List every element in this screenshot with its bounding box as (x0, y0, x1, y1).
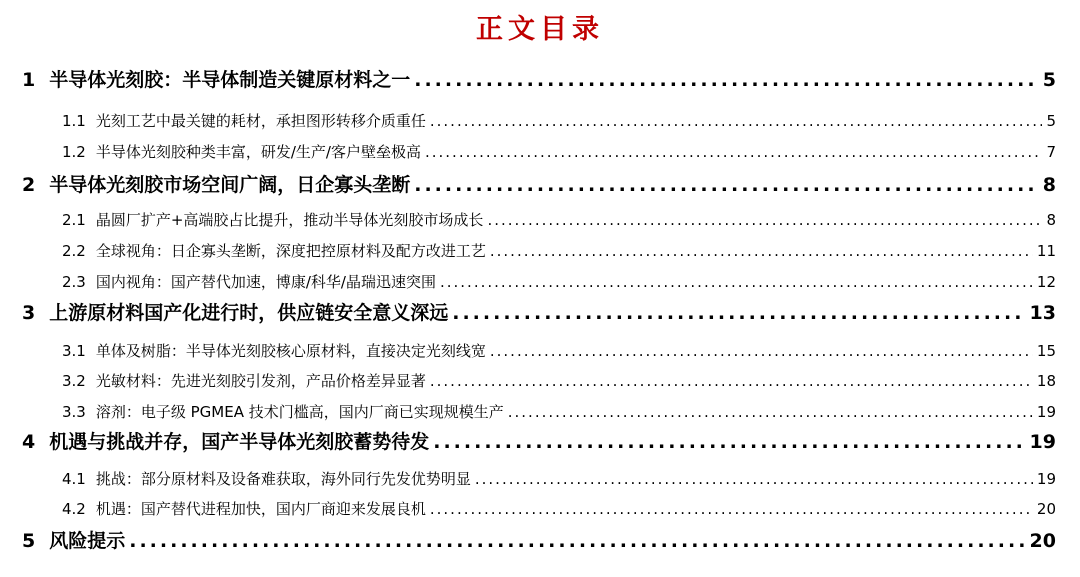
toc-entry-number: 2.2 (62, 242, 86, 260)
toc-entry-page: 20 (1029, 530, 1056, 552)
toc-entry-number: 1.2 (62, 143, 86, 161)
toc-entry-title: 半导体光刻胶种类丰富，研发/生产/客户壁垒极高 (95, 143, 421, 161)
toc-entry-title: 溶剂：电子级 PGMEA 技术门槛高，国内厂商已实现规模生产 (95, 403, 504, 421)
dot-leader (490, 238, 1033, 264)
toc-entry-page: 5 (1046, 112, 1056, 130)
toc-entry-2-1[interactable] (62, 207, 1056, 233)
toc-entry-title: 机遇与挑战并存，国产半导体光刻胶蓄势待发 (49, 431, 430, 453)
toc-entry-1-1[interactable] (62, 108, 1056, 134)
dot-leader (414, 65, 1039, 95)
toc-entry-title: 风险提示 (49, 530, 126, 552)
toc-entry-page: 8 (1042, 174, 1056, 196)
toc-entry-number: 3 (22, 302, 36, 324)
toc-entry-2-2[interactable] (62, 238, 1056, 264)
toc-entry-3[interactable] (22, 298, 1056, 328)
toc-entry-3-3[interactable] (62, 399, 1056, 425)
toc-entry-page: 19 (1036, 470, 1056, 488)
toc-entry-1[interactable] (22, 65, 1056, 95)
toc-entry-4[interactable] (22, 427, 1056, 457)
toc-entry-number: 2 (22, 174, 36, 196)
toc-entry-title: 国内视角：国产替代加速，博康/科华/晶瑞迅速突围 (95, 273, 436, 291)
toc-entry-3-2[interactable] (62, 368, 1056, 394)
toc-entry-title: 晶圆厂扩产+高端胶占比提升，推动半导体光刻胶市场成长 (95, 211, 484, 229)
toc-entry-title: 上游原材料国产化进行时，供应链安全意义深远 (49, 302, 449, 324)
toc-entry-page: 20 (1036, 500, 1056, 518)
toc-entry-title: 半导体光刻胶市场空间广阔，日企寡头垄断 (49, 174, 411, 196)
dot-leader (487, 207, 1042, 233)
toc-entry-number: 2.1 (62, 211, 86, 229)
toc-entry-5[interactable] (22, 526, 1056, 556)
dot-leader (430, 368, 1033, 394)
toc-entry-page: 19 (1029, 431, 1056, 453)
toc-entry-page: 7 (1046, 143, 1056, 161)
toc-entry-number: 3.2 (62, 372, 86, 390)
toc-entry-page: 15 (1036, 342, 1056, 360)
dot-leader (414, 170, 1039, 200)
toc-entry-title: 光敏材料：先进光刻胶引发剂，产品价格差异显著 (95, 372, 426, 390)
dot-leader (490, 338, 1033, 364)
toc-entry-4-1[interactable] (62, 466, 1056, 492)
toc-entry-number: 1 (22, 69, 36, 91)
page-title: 正文目录 (476, 14, 604, 45)
dot-leader (508, 399, 1033, 425)
toc-entry-page: 11 (1036, 242, 1056, 260)
toc-entry-title: 半导体光刻胶：半导体制造关键原材料之一 (49, 69, 411, 91)
toc-entry-title: 全球视角：日企寡头垄断，深度把控原材料及配方改进工艺 (95, 242, 486, 260)
toc-entry-page: 12 (1036, 273, 1056, 291)
toc-entry-page: 8 (1046, 211, 1056, 229)
toc-entry-title: 光刻工艺中最关键的耗材，承担图形转移介质重任 (95, 112, 426, 130)
dot-leader (475, 466, 1033, 492)
toc-entry-number: 4 (22, 431, 36, 453)
dot-leader (425, 139, 1042, 165)
toc-entry-title: 挑战：部分原材料及设备难获取，海外同行先发优势明显 (95, 470, 471, 488)
toc-entry-number: 1.1 (62, 112, 86, 130)
dot-leader (440, 269, 1033, 295)
toc-entry-page: 5 (1042, 69, 1056, 91)
toc-entry-number: 4.2 (62, 500, 86, 518)
dot-leader (452, 298, 1025, 328)
toc-entry-page: 18 (1036, 372, 1056, 390)
toc-entry-2-3[interactable] (62, 269, 1056, 295)
toc-entry-number: 5 (22, 530, 36, 552)
toc-entry-number: 3.1 (62, 342, 86, 360)
dot-leader (430, 108, 1043, 134)
toc-entry-title: 单体及树脂：半导体光刻胶核心原材料，直接决定光刻线宽 (95, 342, 486, 360)
toc-entry-3-1[interactable] (62, 338, 1056, 364)
dot-leader (433, 427, 1025, 457)
toc-entry-page: 13 (1029, 302, 1056, 324)
toc-entry-2[interactable] (22, 170, 1056, 200)
toc-entry-1-2[interactable] (62, 139, 1056, 165)
dot-leader (430, 496, 1033, 522)
toc-entry-number: 2.3 (62, 273, 86, 291)
toc-entry-title: 机遇：国产替代进程加快，国内厂商迎来发展良机 (95, 500, 426, 518)
toc-entry-4-2[interactable] (62, 496, 1056, 522)
toc-entry-number: 3.3 (62, 403, 86, 421)
toc-entry-number: 4.1 (62, 470, 86, 488)
toc-entry-page: 19 (1036, 403, 1056, 421)
dot-leader (129, 526, 1025, 556)
